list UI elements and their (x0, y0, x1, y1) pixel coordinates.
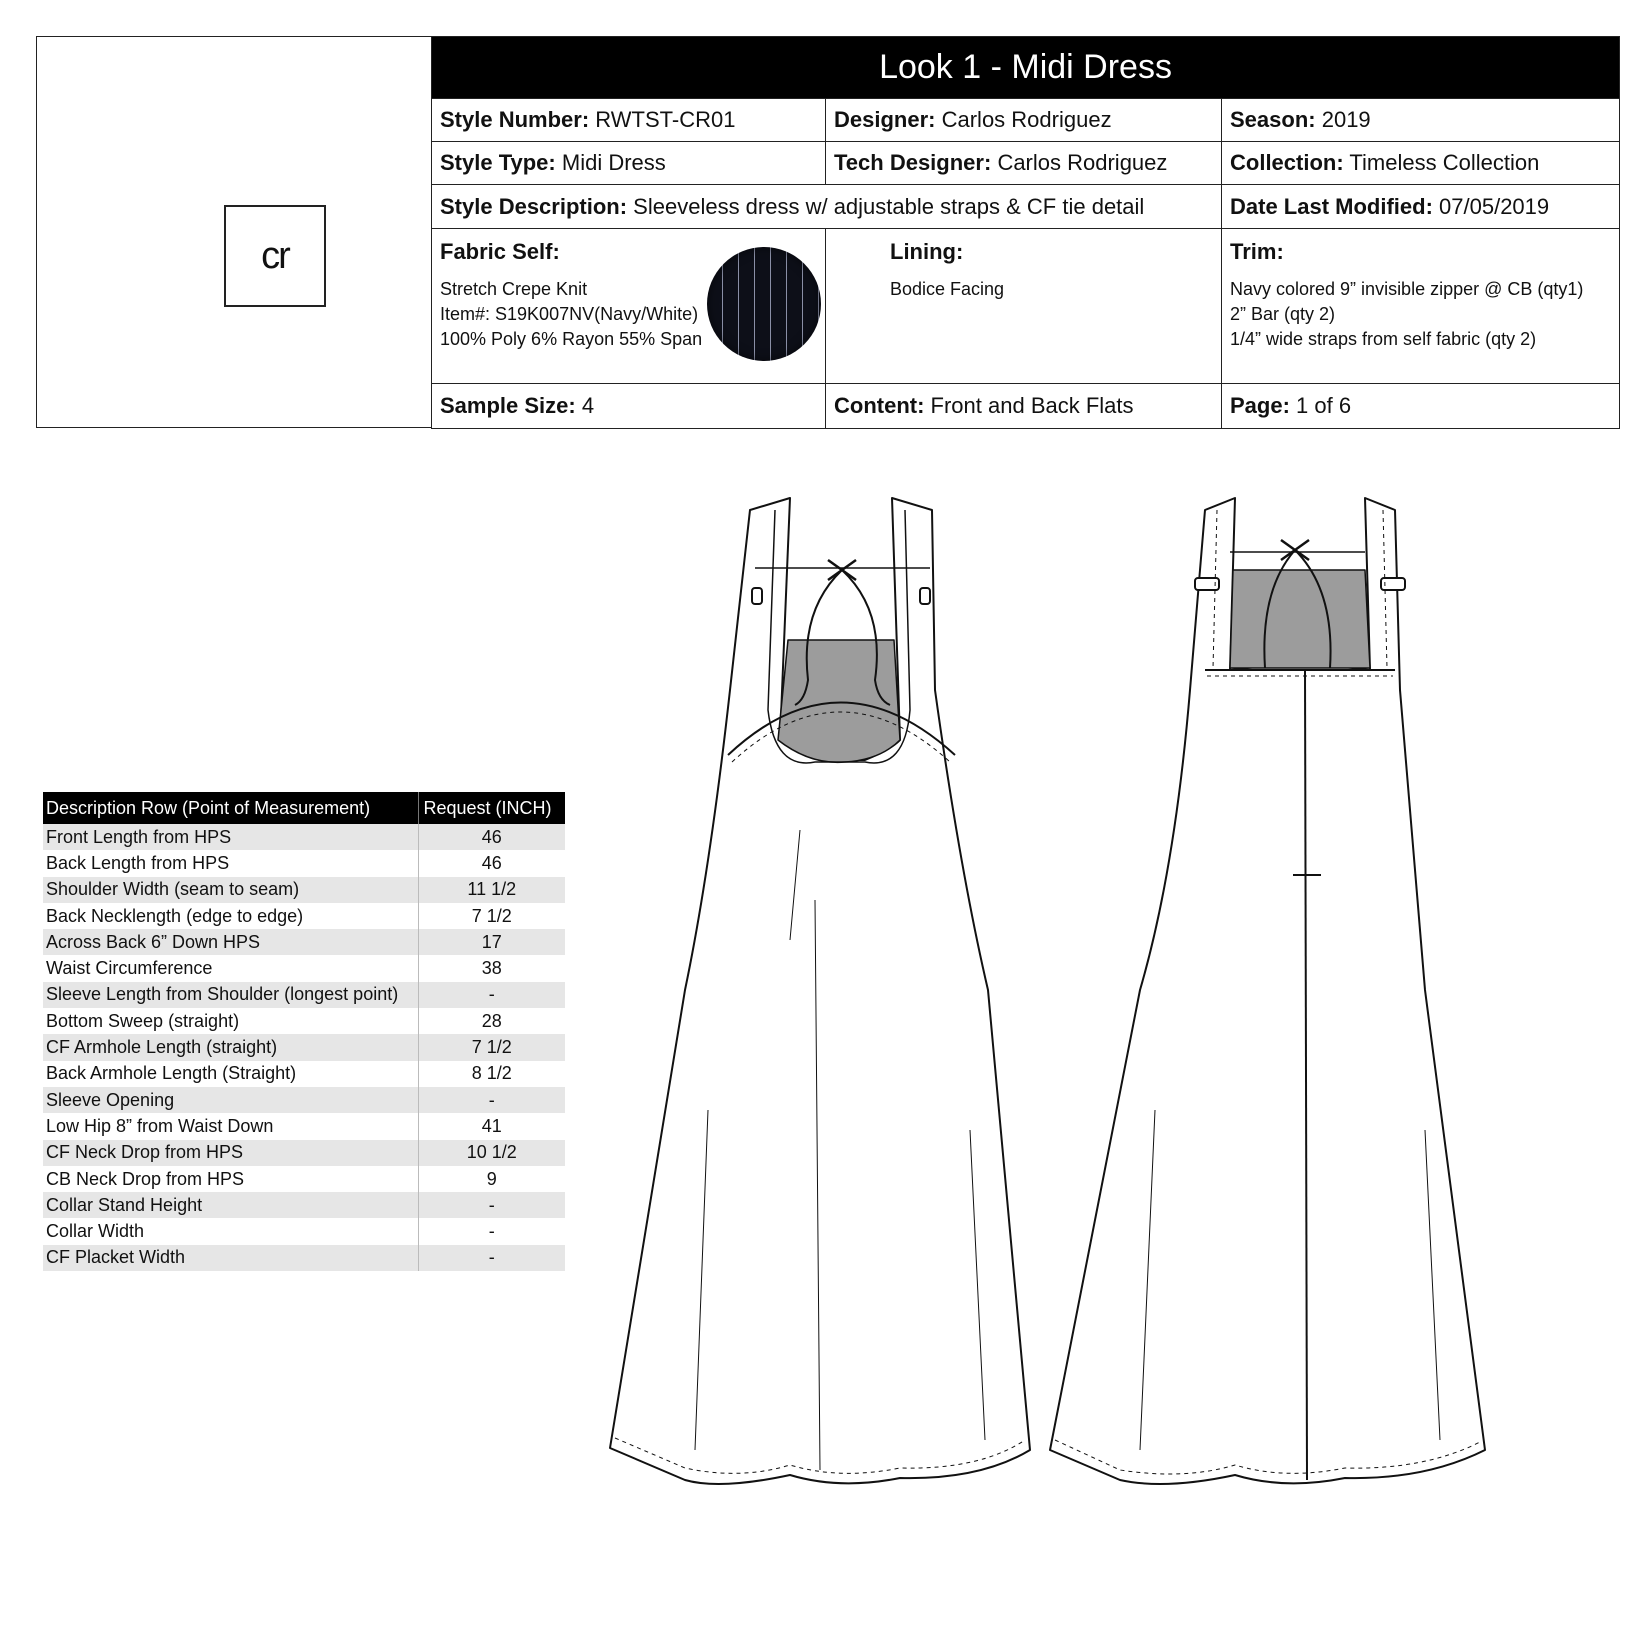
trim-line: 1/4” wide straps from self fabric (qty 2) (1230, 329, 1537, 349)
style-description-cell (432, 185, 1222, 229)
measurement-desc: Front Length from HPS (43, 824, 418, 850)
date-modified-label: Date Last Modified: (1230, 193, 1433, 219)
style-description-label: Style Description: (440, 193, 628, 219)
measurement-row (43, 1087, 565, 1113)
measurement-desc: CB Neck Drop from HPS (46, 1168, 245, 1189)
content-value: Front and Back Flats (930, 393, 1134, 418)
fabric-label: Fabric Self: (440, 239, 560, 264)
front-bar-left (752, 588, 762, 604)
measurement-row (43, 903, 565, 929)
measurement-value: 28 (418, 1008, 565, 1034)
season-cell (1222, 99, 1620, 142)
fabric-line: Stretch Crepe Knit (440, 279, 588, 299)
measurement-table (43, 792, 565, 1271)
measurement-value: 7 1/2 (418, 903, 565, 929)
back-bodice-facing (1230, 570, 1370, 668)
measurement-row (43, 877, 565, 903)
measurement-value: 11 1/2 (418, 877, 565, 903)
measurement-header-request: Request (INCH) (418, 792, 565, 824)
measurement-value: 8 1/2 (418, 1061, 565, 1087)
measurement-desc: Shoulder Width (seam to seam) (43, 877, 418, 903)
trim-label: Trim: (1230, 239, 1284, 264)
measurement-row (43, 955, 565, 981)
measurement-row (43, 850, 565, 876)
style-number-label: Style Number: (440, 107, 590, 132)
measurement-row (43, 929, 565, 955)
designer-label: Designer: (834, 107, 936, 132)
measurement-value: 46 (418, 824, 565, 850)
style-type-label: Style Type: (440, 150, 556, 175)
measurement-header-desc: Description Row (Point of Measurement) (43, 792, 418, 824)
measurement-desc: Low Hip 8” from Waist Down (46, 1115, 274, 1136)
season-value: 2019 (1321, 107, 1371, 132)
measurement-value: 46 (418, 850, 565, 876)
measurement-row (43, 1218, 565, 1244)
measurement-desc: CF Neck Drop from HPS (43, 1140, 418, 1166)
front-tie-bow (828, 560, 856, 580)
measurement-row (43, 1113, 565, 1139)
style-number-value: RWTST-CR01 (595, 107, 736, 132)
tech-designer-value: Carlos Rodriguez (997, 150, 1168, 175)
measurement-row (43, 1245, 565, 1271)
fabric-line: Item#: S19K007NV(Navy/White) (440, 304, 699, 324)
fabric-line: 100% Poly 6% Rayon 55% Span (440, 329, 703, 349)
measurement-row (43, 1008, 565, 1034)
sample-size-value: 4 (581, 393, 595, 418)
measurement-desc: Sleeve Length from Shoulder (longest point) (43, 982, 418, 1008)
page-title: Look 1 - Midi Dress (432, 37, 1620, 99)
fabric-swatch (707, 247, 821, 361)
measurement-desc: Sleeve Opening (43, 1087, 418, 1113)
trim-line: 2” Bar (qty 2) (1230, 304, 1336, 324)
measurement-desc: Waist Circumference (46, 958, 213, 979)
measurement-value: 17 (418, 929, 565, 955)
measurement-desc: Across Back 6” Down HPS (43, 929, 418, 955)
style-description-value: Sleeveless dress w/ adjustable straps & CF tie detail (633, 193, 1145, 219)
collection-value: Timeless Collection (1349, 150, 1540, 175)
measurement-value: 41 (418, 1113, 565, 1139)
back-tie-bow (1281, 540, 1309, 560)
measurement-value: - (418, 982, 565, 1008)
designer-cell (826, 99, 1222, 142)
style-type-value: Midi Dress (561, 150, 666, 175)
measurement-desc: CF Armhole Length (straight) (43, 1034, 418, 1060)
style-type-cell (432, 142, 826, 185)
measurement-row (43, 1061, 565, 1087)
measurement-row (43, 824, 565, 850)
measurement-value: 10 1/2 (418, 1140, 565, 1166)
measurement-desc: Bottom Sweep (straight) (46, 1010, 240, 1031)
technical-flats (600, 490, 1560, 1570)
measurement-desc: Collar Stand Height (43, 1192, 418, 1218)
front-bar-right (920, 588, 930, 604)
measurement-value: - (418, 1087, 565, 1113)
tech-designer-label: Tech Designer: (834, 150, 992, 175)
content-cell (826, 384, 1222, 429)
page-cell (1222, 384, 1620, 429)
content-label: Content: (834, 393, 925, 418)
brand-logo (224, 205, 326, 307)
tech-designer-cell (826, 142, 1222, 185)
spec-header-table (431, 36, 1620, 429)
sample-size-cell (432, 384, 826, 429)
measurement-row (43, 1166, 565, 1192)
measurement-value: - (418, 1192, 565, 1218)
measurement-desc: CF Placket Width (43, 1245, 418, 1271)
front-flat (610, 498, 1030, 1484)
page-value: 1 of 6 (1296, 393, 1352, 418)
date-modified-cell (1222, 185, 1620, 229)
brand-logo-text: cr (261, 234, 289, 277)
measurement-value: - (418, 1245, 565, 1271)
measurement-value: 7 1/2 (418, 1034, 565, 1060)
date-modified-value: 07/05/2019 (1439, 193, 1550, 219)
measurement-desc: Back Armhole Length (Straight) (46, 1063, 297, 1084)
lining-label: Lining: (890, 239, 964, 264)
fabric-cell (432, 229, 826, 384)
measurement-desc: Back Necklength (edge to edge) (46, 905, 304, 926)
season-label: Season: (1230, 107, 1316, 132)
measurement-desc: Collar Width (46, 1221, 145, 1242)
lining-value: Bodice Facing (890, 279, 1005, 299)
measurement-value: - (418, 1218, 565, 1244)
measurement-value: 38 (418, 955, 565, 981)
designer-value: Carlos Rodriguez (941, 107, 1112, 132)
front-bodice-facing (778, 640, 900, 762)
measurement-desc: Back Length from HPS (46, 852, 230, 873)
measurement-row (43, 1034, 565, 1060)
style-number-cell (432, 99, 826, 142)
measurement-row (43, 982, 565, 1008)
trim-cell (1222, 229, 1620, 384)
collection-label: Collection: (1230, 150, 1344, 175)
sample-size-label: Sample Size: (440, 393, 576, 418)
measurement-value: 9 (418, 1166, 565, 1192)
logo-panel (36, 36, 432, 428)
collection-cell (1222, 142, 1620, 185)
page-label: Page: (1230, 393, 1290, 418)
measurement-row (43, 1140, 565, 1166)
trim-line: Navy colored 9” invisible zipper @ CB (qty1) (1230, 279, 1584, 299)
measurement-row (43, 1192, 565, 1218)
lining-cell (826, 229, 1222, 384)
back-flat (1050, 498, 1485, 1484)
